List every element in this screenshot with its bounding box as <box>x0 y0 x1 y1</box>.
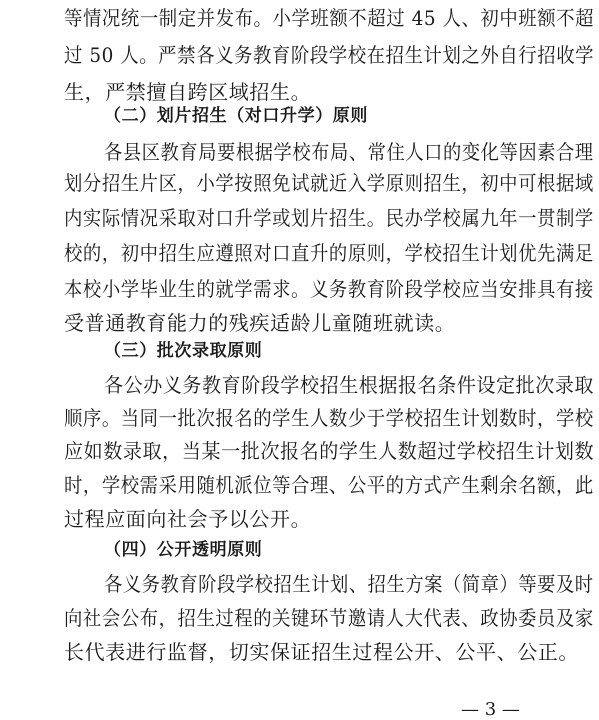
body-line: 过程应面向社会予以公开。 <box>64 507 312 531</box>
body-line: 应如数录取，当某一批次报名的学生人数超过学校招生计划数 <box>64 439 595 463</box>
body-line: 各义务教育阶段学校招生计划、招生方案（简章）等要及时 <box>104 572 594 596</box>
body-line: 时，学校需采用随机派位等合理、公平的方式产生剩余名额，此 <box>64 473 594 497</box>
body-line: 内实际情况采取对口升学或划片招生。民办学校属九年一贯制学 <box>64 206 594 230</box>
body-line: 顺序。当同一批次报名的学生人数少于学校招生计划数时，学校 <box>64 406 594 430</box>
body-line: 受普通教育能力的残疾适龄儿童随班就读。 <box>64 311 456 335</box>
body-line: 向社会公布，招生过程的关键环节邀请人大代表、政协委员及家 <box>64 606 594 630</box>
section-heading: （三）批次录取原则 <box>104 341 263 361</box>
page-number: — 3 — <box>461 699 520 720</box>
section-heading: （二）划片招生（对口升学）原则 <box>104 106 368 126</box>
body-line: 本校小学毕业生的就学需求。义务教育阶段学校应当安排具有接 <box>64 277 594 301</box>
body-line: 长代表进行监督，切实保证招生过程公开、公平、公正。 <box>64 640 579 664</box>
body-line: 各县区教育局要根据学校布局、常住人口的变化等因素合理 <box>104 140 594 164</box>
body-line: 各公办义务教育阶段学校招生根据报名条件设定批次录取 <box>104 373 595 397</box>
section-heading: （四）公开透明原则 <box>104 540 263 560</box>
body-line: 过 50 人。严禁各义务教育阶段学校在招生计划之外自行招收学 <box>64 43 595 67</box>
body-line: 等情况统一制定并发布。小学班额不超过 45 人、初中班额不超 <box>64 6 595 30</box>
body-line: 划分招生片区，小学按照免试就近入学原则招生，初中可根据域 <box>64 171 594 195</box>
body-line: 校的，初中招生应遵照对口直升的原则，学校招生计划优先满足 <box>64 241 594 265</box>
body-line: 生，严禁擅自跨区域招生。 <box>64 80 312 104</box>
